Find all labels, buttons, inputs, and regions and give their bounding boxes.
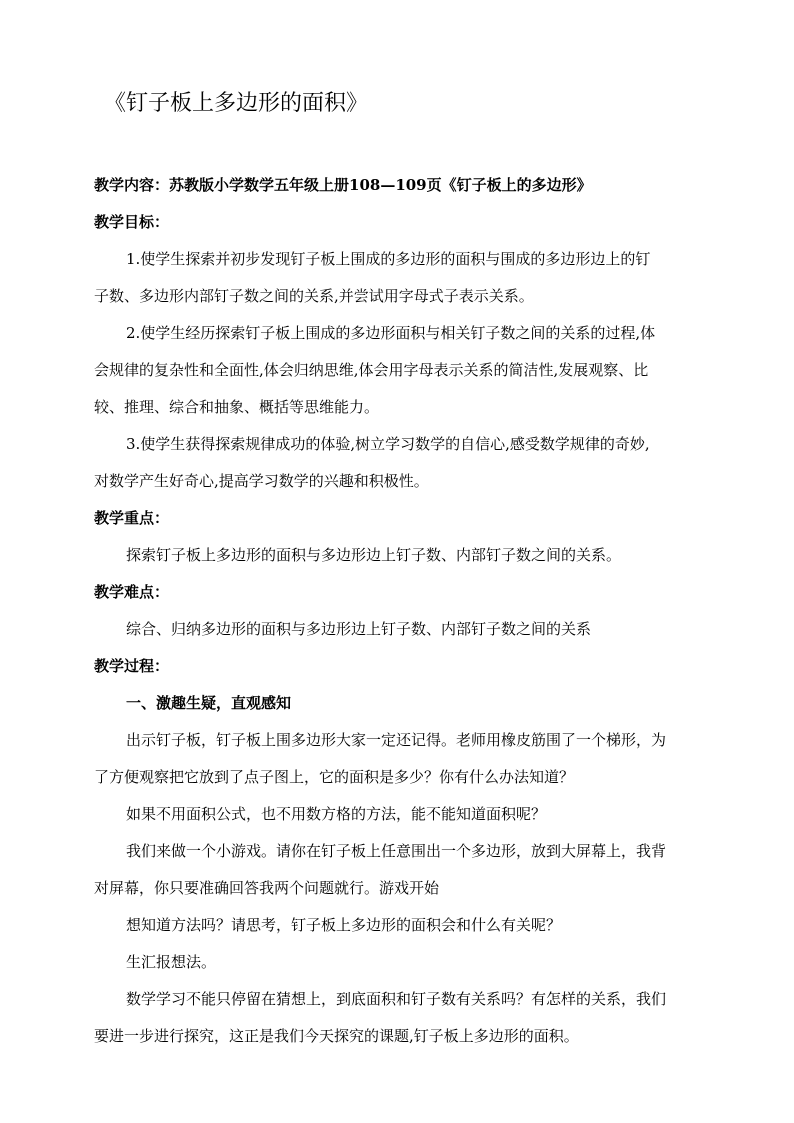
objective-2-line-3: 较、推理、综合和抽象、概括等思维能力。 xyxy=(94,398,380,416)
key-points-heading: 教学重点： xyxy=(94,509,170,527)
section-1-heading: 一、激趣生疑，直观感知 xyxy=(126,694,292,712)
teaching-content-line: 教学内容：苏教版小学数学五年级上册108—109页《钉子板上的多边形》 xyxy=(94,176,592,194)
paragraph-5: 生汇报想法。 xyxy=(126,953,217,971)
paragraph-3-line-1: 我们来做一个小游戏。请你在钉子板上任意围出一个多边形，放到大屏幕上，我背 xyxy=(126,842,667,860)
paragraph-1-line-1: 出示钉子板，钉子板上围多边形大家一定还记得。老师用橡皮筋围了一个梯形，为 xyxy=(126,731,667,749)
objectives-heading: 教学目标： xyxy=(94,213,170,231)
document-title: 《钉子板上多边形的面积》 xyxy=(104,91,369,116)
objective-1-line-2: 子数、多边形内部钉子数之间的关系,并尝试用字母式子表示关系。 xyxy=(94,287,534,305)
paragraph-6-line-2: 要进一步进行探究，这正是我们今天探究的课题,钉子板上多边形的面积。 xyxy=(94,1027,579,1045)
difficulty-text: 综合、归纳多边形的面积与多边形边上钉子数、内部钉子数之间的关系 xyxy=(126,620,592,638)
difficulty-heading: 教学难点： xyxy=(94,583,170,601)
objective-3-line-2: 对数学产生好奇心,提高学习数学的兴趣和积极性。 xyxy=(94,472,429,490)
process-heading: 教学过程： xyxy=(94,657,170,675)
paragraph-6-line-1: 数学学习不能只停留在猜想上，到底面积和钉子数有关系吗？有怎样的关系，我们 xyxy=(126,990,667,1008)
paragraph-4: 想知道方法吗？请思考，钉子板上多边形的面积会和什么有关呢？ xyxy=(126,916,562,934)
paragraph-1-line-2: 了方便观察把它放到了点子图上，它的面积是多少？你有什么办法知道？ xyxy=(94,768,575,786)
paragraph-3-line-2: 对屏幕，你只要准确回答我两个问题就行。游戏开始 xyxy=(94,879,440,897)
key-points-text: 探索钉子板上多边形的面积与多边形边上钉子数、内部钉子数之间的关系。 xyxy=(126,546,622,564)
objective-2-line-1: 2.使学生经历探索钉子板上围成的多边形面积与相关钉子数之间的关系的过程,体 xyxy=(126,324,656,342)
objective-1-line-1: 1.使学生探索并初步发现钉子板上围成的多边形的面积与围成的多边形边上的钉 xyxy=(126,250,651,268)
objective-3-line-1: 3.使学生获得探索规律成功的体验,树立学习数学的自信心,感受数学规律的奇妙, xyxy=(126,435,650,453)
paragraph-2: 如果不用面积公式，也不用数方格的方法，能不能知道面积呢？ xyxy=(126,805,547,823)
objective-2-line-2: 会规律的复杂性和全面性,体会归纳思维,体会用字母表示关系的简洁性,发展观察、比 xyxy=(94,361,649,379)
